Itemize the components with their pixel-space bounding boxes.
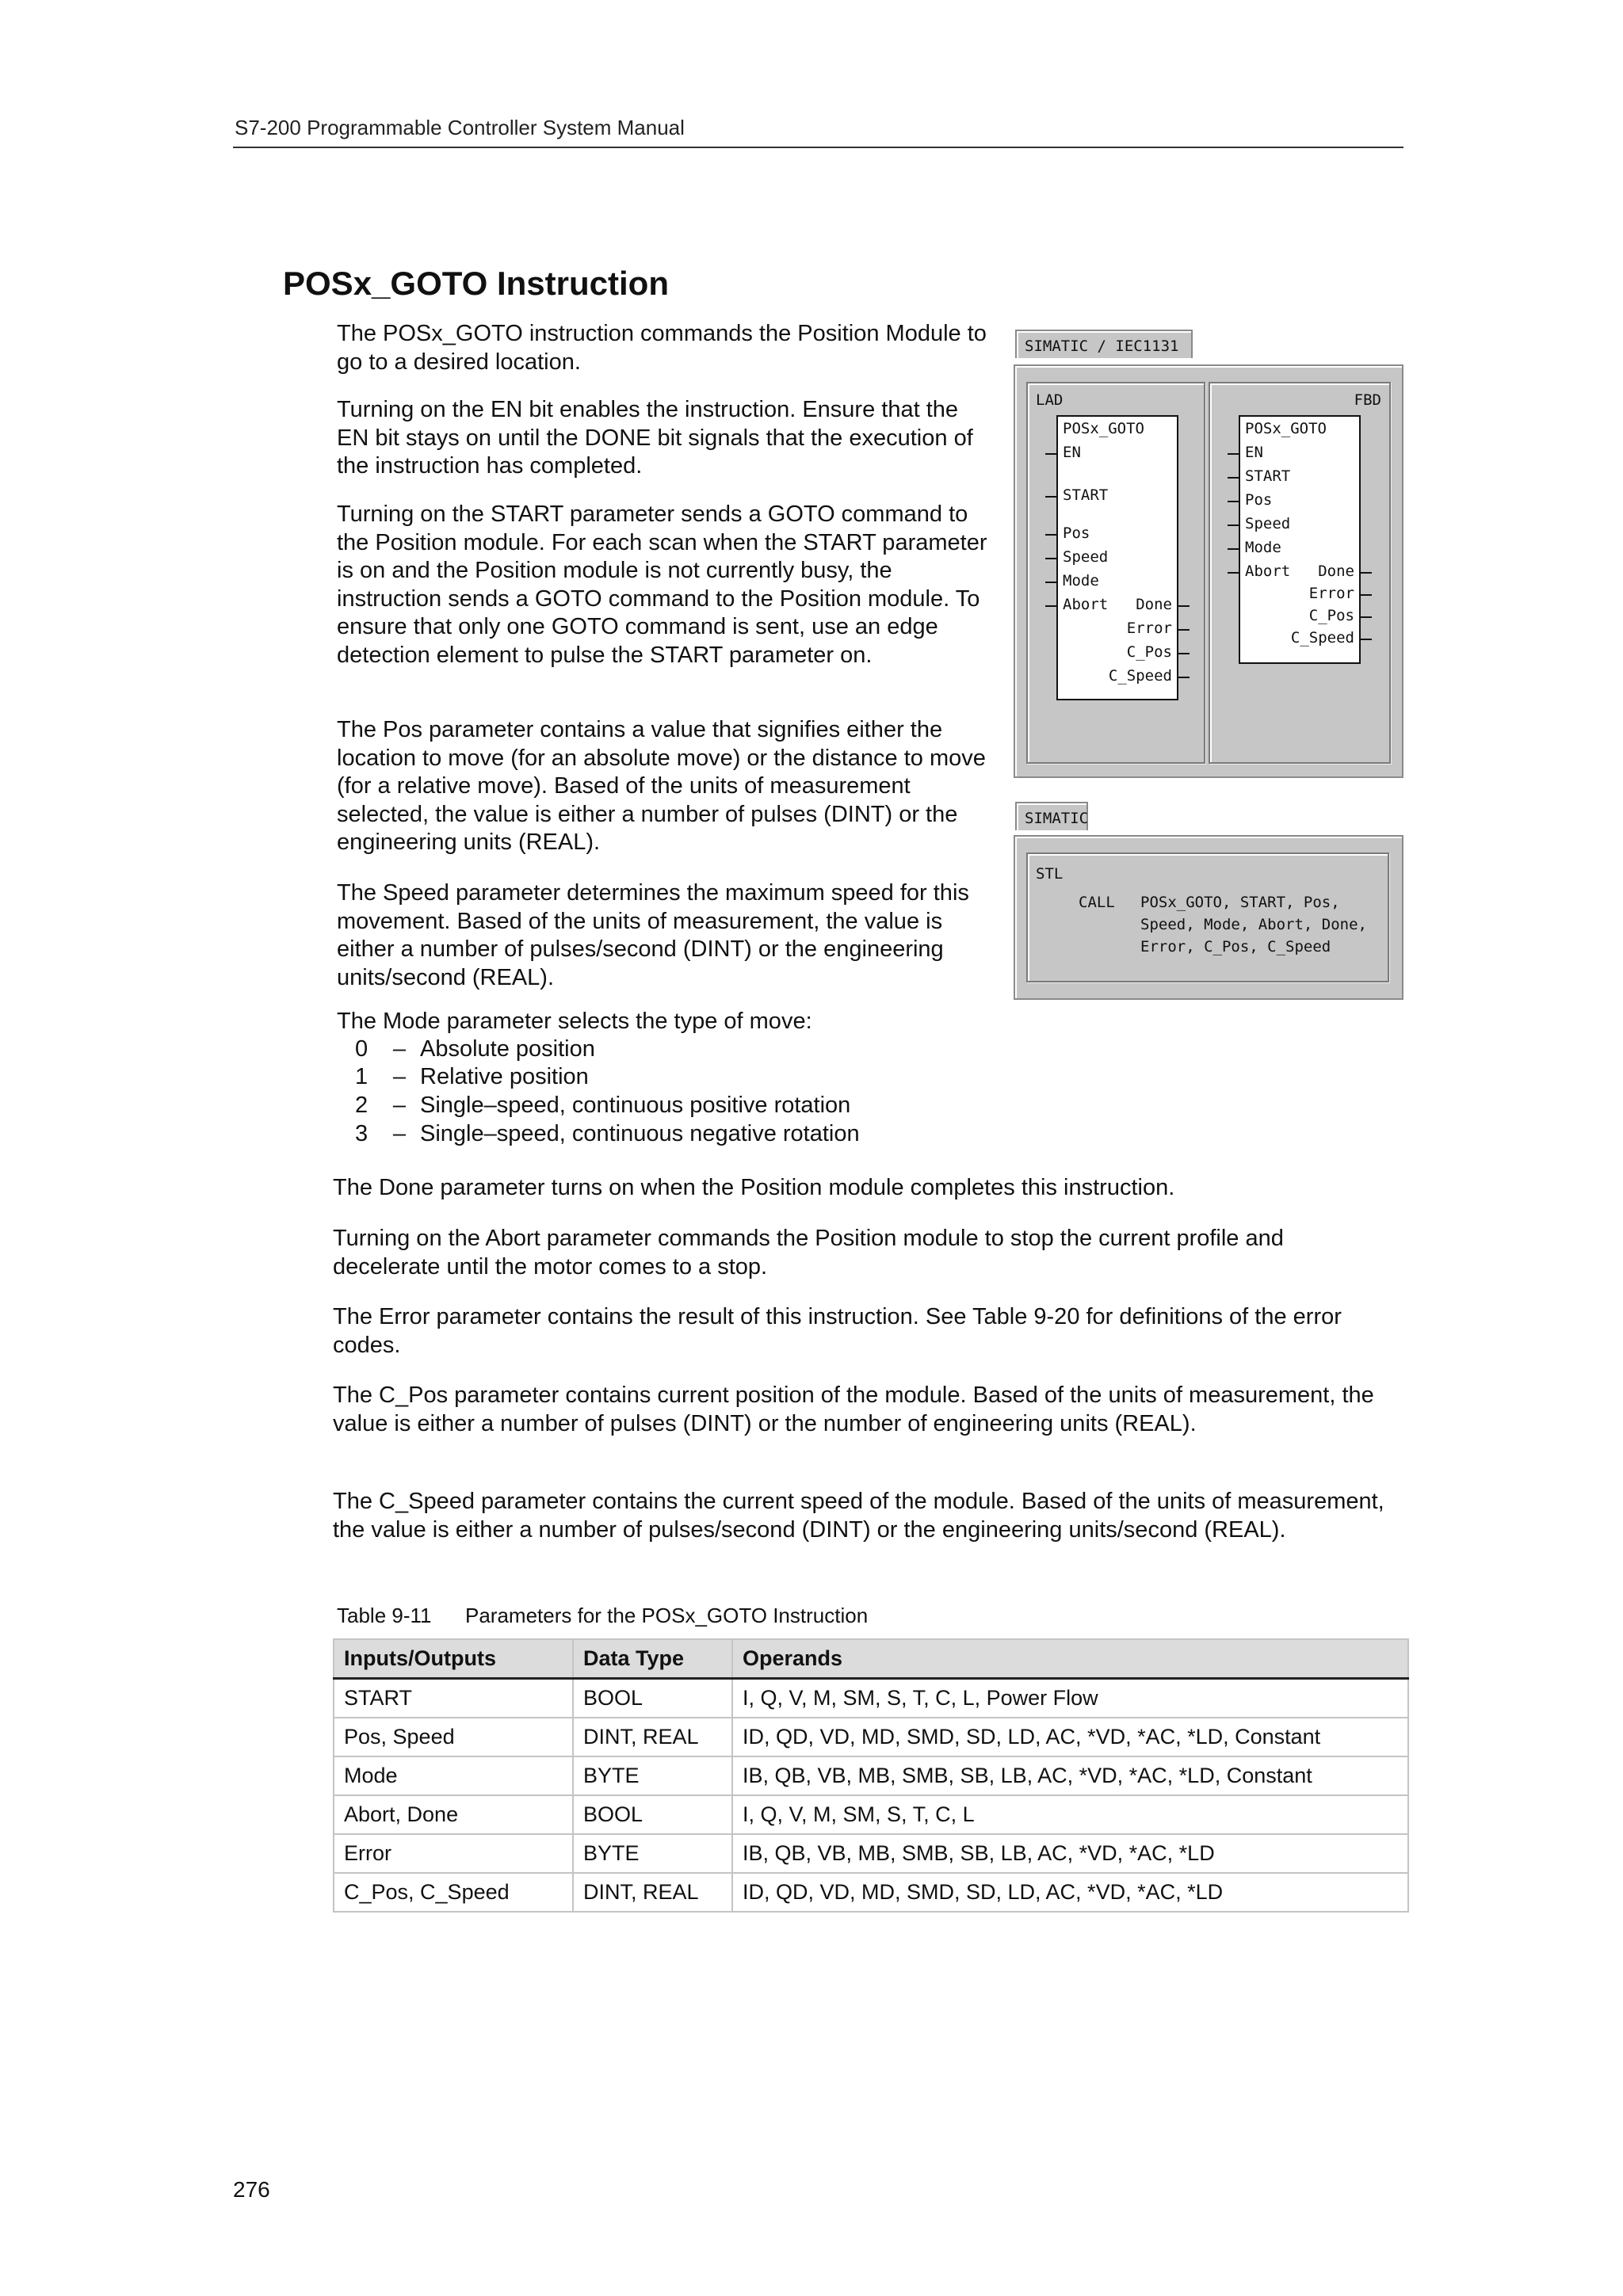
table-cell: IB, QB, VB, MB, SMB, SB, LB, AC, *VD, *AC, *LD — [732, 1834, 1408, 1873]
stl-label: STL — [1036, 865, 1064, 883]
table-row — [334, 1873, 1408, 1912]
table-row — [334, 1718, 1408, 1756]
paragraph-intro: The POSx_GOTO instruction commands the Position Module to go to a desired location. — [337, 321, 987, 375]
paragraph-abort: Turning on the Abort parameter commands the Position module to stop the current profile and decelerate until the motor comes to a stop. — [333, 1226, 1284, 1280]
table-cell: DINT, REAL — [573, 1718, 732, 1756]
table-cell: Abort, Done — [334, 1795, 573, 1834]
lad-label: LAD — [1036, 391, 1064, 409]
lad-wire-abort — [1045, 605, 1056, 607]
paragraph-done: The Done parameter turns on when the Position module completes this instruction. — [333, 1175, 1175, 1200]
fbd-pin-start: START — [1245, 467, 1291, 485]
lad-function-block — [1056, 415, 1178, 700]
table-header-cell: Inputs/Outputs — [334, 1639, 573, 1679]
table-row — [334, 1679, 1408, 1718]
lad-wire-speed — [1045, 558, 1056, 559]
paragraph-speed: The Speed parameter determines the maximum speed for this movement. Based of the units of measurement, the value is either a number of pulses/second (DINT) or the engineering units/second (REAL). — [337, 880, 969, 990]
lad-wire-error — [1178, 629, 1190, 631]
lad-wire-cspeed — [1178, 677, 1190, 678]
table-cell: Pos, Speed — [334, 1718, 573, 1756]
table-header-cell: Operands — [732, 1639, 1408, 1679]
stl-panel — [1026, 852, 1389, 982]
parameters-table — [333, 1638, 1409, 1913]
fbd-pin-en: EN — [1245, 444, 1263, 461]
lad-wire-mode — [1045, 582, 1056, 583]
page-number: 276 — [233, 2177, 270, 2202]
fbd-pin-abort: Abort — [1245, 563, 1291, 580]
table-cell: Mode — [334, 1756, 573, 1795]
fbd-block-name: POSx_GOTO — [1245, 420, 1327, 437]
fbd-pin-done: Done — [1318, 563, 1354, 580]
stl-call-keyword: CALL — [1079, 894, 1115, 911]
lad-pin-pos: Pos — [1063, 524, 1090, 542]
fbd-pin-mode: Mode — [1245, 539, 1281, 556]
table-cell: C_Pos, C_Speed — [334, 1873, 573, 1912]
table-cell: ID, QD, VD, MD, SMD, SD, LD, AC, *VD, *AC, *LD, Constant — [732, 1718, 1408, 1756]
fbd-wire-start — [1228, 477, 1239, 479]
fbd-wire-done — [1361, 572, 1372, 574]
stl-call-line: Speed, Mode, Abort, Done, — [1140, 916, 1367, 933]
fbd-pin-cspeed: C_Speed — [1290, 629, 1354, 646]
table-cell: BOOL — [573, 1679, 732, 1718]
lad-panel — [1026, 382, 1205, 764]
table-row — [334, 1834, 1408, 1873]
lad-pin-mode: Mode — [1063, 572, 1099, 589]
paragraph-cspeed: The C_Speed parameter contains the current speed of the module. Based of the units of measurement, the value is either a number of pulses/second (DINT) or the engineering units/second (REAL). — [333, 1489, 1384, 1543]
fbd-wire-mode — [1228, 548, 1239, 550]
mode-list-item: 1 – Relative position — [355, 1064, 589, 1089]
table-cell: BYTE — [573, 1756, 732, 1795]
mode-list-item: 3 – Single–speed, continuous negative rotation — [355, 1121, 860, 1146]
lad-pin-done: Done — [1136, 596, 1172, 613]
fbd-function-block — [1239, 415, 1361, 664]
table-cell: BOOL — [573, 1795, 732, 1834]
table-cell: Error — [334, 1834, 573, 1873]
table-caption-number: Table 9-11 — [337, 1604, 432, 1627]
fbd-wire-cspeed — [1361, 639, 1372, 640]
stl-call-line: POSx_GOTO, START, Pos, — [1140, 894, 1340, 911]
stl-figure — [1014, 835, 1403, 1000]
table-cell: I, Q, V, M, SM, S, T, C, L — [732, 1795, 1408, 1834]
fbd-wire-cpos — [1361, 616, 1372, 618]
fbd-panel — [1209, 382, 1391, 764]
mode-list-item: 2 – Single–speed, continuous positive rotation — [355, 1093, 851, 1118]
lad-pin-error: Error — [1126, 620, 1172, 637]
lad-wire-done — [1178, 605, 1190, 607]
paragraph-mode-intro: The Mode parameter selects the type of move: — [337, 1009, 812, 1034]
paragraph-error: The Error parameter contains the result of this instruction. See Table 9-20 for definitions of the error codes. — [333, 1304, 1342, 1358]
mode-list-item: 0 – Absolute position — [355, 1036, 595, 1062]
lad-pin-start: START — [1063, 486, 1109, 504]
paragraph-pos: The Pos parameter contains a value that signifies either the location to move (for an absolute move) or the distance to move (for a relative move). Based of the units of measurement selected, the value is either a number of pulses (DINT) or the engineering units (REAL). — [337, 717, 986, 855]
paragraph-cpos: The C_Pos parameter contains current position of the module. Based of the units of measurement, the value is either a number of pulses (DINT) or the number of engineering units (REAL). — [333, 1383, 1374, 1436]
fbd-wire-error — [1361, 594, 1372, 596]
lad-pin-cpos: C_Pos — [1126, 643, 1172, 661]
lad-pin-abort: Abort — [1063, 596, 1109, 613]
lad-pin-en: EN — [1063, 444, 1081, 461]
table-row — [334, 1795, 1408, 1834]
fbd-label: FBD — [1354, 391, 1381, 409]
fbd-pin-error: Error — [1308, 585, 1354, 602]
table-caption — [337, 1604, 868, 1628]
fbd-pin-speed: Speed — [1245, 515, 1291, 532]
table-caption-title: Parameters for the POSx_GOTO Instruction — [465, 1604, 869, 1627]
table-cell: ID, QD, VD, MD, SMD, SD, LD, AC, *VD, *AC, *LD — [732, 1873, 1408, 1912]
lad-wire-cpos — [1178, 653, 1190, 654]
lad-block-name: POSx_GOTO — [1063, 420, 1144, 437]
table-header-cell: Data Type — [573, 1639, 732, 1679]
fbd-wire-speed — [1228, 524, 1239, 526]
lad-pin-cspeed: C_Speed — [1108, 667, 1172, 685]
figure-tab-simatic: SIMATIC — [1015, 802, 1088, 830]
paragraph-en: Turning on the EN bit enables the instruction. Ensure that the EN bit stays on until the DONE bit signals that the execution of the instruction has completed. — [337, 397, 973, 479]
table-cell: I, Q, V, M, SM, S, T, C, L, Power Flow — [732, 1679, 1408, 1718]
figure-tab-simatic-iec: SIMATIC / IEC1131 — [1015, 330, 1193, 358]
fbd-pin-cpos: C_Pos — [1308, 607, 1354, 624]
fbd-wire-abort — [1228, 572, 1239, 574]
table-cell: IB, QB, VB, MB, SMB, SB, LB, AC, *VD, *AC, *LD, Constant — [732, 1756, 1408, 1795]
lad-pin-speed: Speed — [1063, 548, 1109, 566]
stl-call-line: Error, C_Pos, C_Speed — [1140, 938, 1331, 955]
table-header-row — [334, 1639, 1408, 1679]
fbd-wire-pos — [1228, 501, 1239, 502]
lad-wire-pos — [1045, 534, 1056, 536]
table-row — [334, 1756, 1408, 1795]
table-cell: BYTE — [573, 1834, 732, 1873]
fbd-pin-pos: Pos — [1245, 491, 1273, 509]
table-cell: DINT, REAL — [573, 1873, 732, 1912]
page-title: POSx_GOTO Instruction — [283, 265, 669, 302]
lad-fbd-figure — [1014, 364, 1403, 778]
fbd-wire-en — [1228, 453, 1239, 455]
running-header: S7-200 Programmable Controller System Manual — [235, 116, 685, 139]
lad-wire-en — [1045, 453, 1056, 455]
paragraph-start: Turning on the START parameter sends a GOTO command to the Position module. For each scan when the START parameter is on and the Position module is not currently busy, the instruction sends a GOTO command to the Position module. To ensure that only one GOTO command is sent, use an edge detection element to pulse the START parameter on. — [337, 502, 987, 668]
table-cell: START — [334, 1679, 573, 1718]
lad-wire-start — [1045, 496, 1056, 498]
header-rule — [233, 147, 1403, 148]
